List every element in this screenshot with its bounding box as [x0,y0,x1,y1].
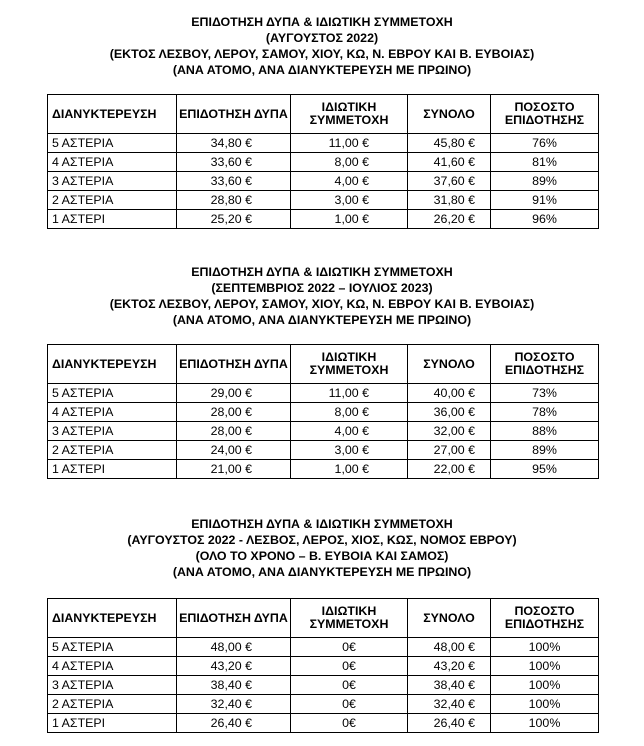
subsidy-table [47,344,599,479]
cell-dypa-subsidy: 34,80 € [177,134,291,153]
heading-line: ΕΠΙΔΟΤΗΣΗ ΔΥΠΑ & ΙΔΙΩΤΙΚΗ ΣΥΜΜΕΤΟΧΗ [191,15,453,29]
cell-total: 32,40 € [408,695,491,714]
table-header-row [48,345,599,384]
heading-line: (ΑΥΓΟΥΣΤΟΣ 2022 - ΛΕΣΒΟΣ, ΛΕΡΟΣ, ΧΙΟΣ, ΚΩΣ, ΝΟΜΟΣ ΕΒΡΟΥ) [127,533,517,547]
heading-line: (ΑΝΑ ΑΤΟΜΟ, ΑΝΑ ΔΙΑΝΥΚΤΕΡΕΥΣΗ ΜΕ ΠΡΩΙΝΟ) [172,565,472,579]
header-total: ΣΥΝΟΛΟ [408,599,491,638]
table-header-row [48,95,599,134]
cell-dypa-subsidy: 43,20 € [177,657,291,676]
cell-private-share: 8,00 € [291,153,408,172]
cell-private-share: 1,00 € [291,210,408,229]
section-heading [0,516,644,580]
cell-percent: 89% [491,172,599,191]
table-row [48,695,599,714]
table-row [48,153,599,172]
subsidy-table [47,598,599,733]
cell-dypa-subsidy: 48,00 € [177,638,291,657]
cell-percent: 100% [491,714,599,733]
header-dypa-subsidy: ΕΠΙΔΟΤΗΣΗ ΔΥΠΑ [177,599,291,638]
cell-percent: 89% [491,441,599,460]
cell-dypa-subsidy: 32,40 € [177,695,291,714]
header-night-stay: ΔΙΑΝΥΚΤΕΡΕΥΣΗ [48,95,177,134]
cell-total: 41,60 € [408,153,491,172]
cell-dypa-subsidy: 26,40 € [177,714,291,733]
cell-percent: 96% [491,210,599,229]
table-row [48,422,599,441]
heading-line: ΕΠΙΔΟΤΗΣΗ ΔΥΠΑ & ΙΔΙΩΤΙΚΗ ΣΥΜΜΕΤΟΧΗ [191,265,453,279]
header-subsidy-percent: ΠΟΣΟΣΤΟ ΕΠΙΔΟΤΗΣΗΣ [491,95,599,134]
table-row [48,210,599,229]
cell-total: 37,60 € [408,172,491,191]
cell-category: 2 ΑΣΤΕΡΙΑ [48,695,177,714]
heading-line: (ΕΚΤΟΣ ΛΕΣΒΟΥ, ΛΕΡΟΥ, ΣΑΜΟΥ, ΧΙΟΥ, ΚΩ, Ν. ΕΒΡΟΥ ΚΑΙ Β. ΕΥΒΟΙΑΣ) [109,297,535,311]
table-row [48,638,599,657]
header-subsidy-percent: ΠΟΣΟΣΤΟ ΕΠΙΔΟΤΗΣΗΣ [491,599,599,638]
cell-dypa-subsidy: 24,00 € [177,441,291,460]
cell-category: 5 ΑΣΤΕΡΙΑ [48,638,177,657]
cell-total: 31,80 € [408,191,491,210]
cell-private-share: 3,00 € [291,191,408,210]
cell-percent: 100% [491,657,599,676]
cell-category: 3 ΑΣΤΕΡΙΑ [48,676,177,695]
cell-percent: 76% [491,134,599,153]
table-row [48,384,599,403]
heading-line: (ΑΝΑ ΑΤΟΜΟ, ΑΝΑ ΔΙΑΝΥΚΤΕΡΕΥΣΗ ΜΕ ΠΡΩΙΝΟ) [172,313,472,327]
table-row [48,714,599,733]
header-private-share: ΙΔΙΩΤΙΚΗ ΣΥΜΜΕΤΟΧΗ [291,599,408,638]
cell-category: 1 ΑΣΤΕΡΙ [48,210,177,229]
section-islands-evros [0,500,644,746]
cell-private-share: 3,00 € [291,441,408,460]
cell-private-share: 11,00 € [291,134,408,153]
table-row [48,172,599,191]
header-private-share: ΙΔΙΩΤΙΚΗ ΣΥΜΜΕΤΟΧΗ [291,95,408,134]
cell-total: 45,80 € [408,134,491,153]
cell-private-share: 8,00 € [291,403,408,422]
cell-percent: 100% [491,676,599,695]
table-row [48,403,599,422]
table-row [48,191,599,210]
header-night-stay: ΔΙΑΝΥΚΤΕΡΕΥΣΗ [48,345,177,384]
cell-private-share: 1,00 € [291,460,408,479]
cell-category: 4 ΑΣΤΕΡΙΑ [48,403,177,422]
cell-dypa-subsidy: 25,20 € [177,210,291,229]
cell-dypa-subsidy: 21,00 € [177,460,291,479]
heading-line: (ΕΚΤΟΣ ΛΕΣΒΟΥ, ΛΕΡΟΥ, ΣΑΜΟΥ, ΧΙΟΥ, ΚΩ, Ν. ΕΒΡΟΥ ΚΑΙ Β. ΕΥΒΟΙΑΣ) [109,47,535,61]
section-august-2022 [0,0,644,240]
cell-percent: 88% [491,422,599,441]
cell-percent: 81% [491,153,599,172]
cell-percent: 100% [491,638,599,657]
cell-total: 48,00 € [408,638,491,657]
section-sept-2022-july-2023 [0,250,644,490]
cell-category: 5 ΑΣΤΕΡΙΑ [48,134,177,153]
cell-category: 4 ΑΣΤΕΡΙΑ [48,153,177,172]
cell-total: 26,20 € [408,210,491,229]
cell-category: 1 ΑΣΤΕΡΙ [48,460,177,479]
cell-category: 3 ΑΣΤΕΡΙΑ [48,422,177,441]
cell-total: 40,00 € [408,384,491,403]
cell-category: 3 ΑΣΤΕΡΙΑ [48,172,177,191]
cell-total: 38,40 € [408,676,491,695]
table-row [48,441,599,460]
cell-percent: 73% [491,384,599,403]
cell-total: 22,00 € [408,460,491,479]
cell-private-share: 0€ [291,638,408,657]
cell-percent: 91% [491,191,599,210]
subsidy-table [47,94,599,229]
section-heading [0,264,644,328]
cell-private-share: 0€ [291,657,408,676]
cell-private-share: 0€ [291,695,408,714]
cell-category: 1 ΑΣΤΕΡΙ [48,714,177,733]
header-dypa-subsidy: ΕΠΙΔΟΤΗΣΗ ΔΥΠΑ [177,345,291,384]
cell-dypa-subsidy: 29,00 € [177,384,291,403]
section-heading [0,14,644,78]
cell-dypa-subsidy: 38,40 € [177,676,291,695]
table-header-row [48,599,599,638]
header-private-share: ΙΔΙΩΤΙΚΗ ΣΥΜΜΕΤΟΧΗ [291,345,408,384]
cell-percent: 100% [491,695,599,714]
cell-total: 32,00 € [408,422,491,441]
table-row [48,657,599,676]
cell-category: 5 ΑΣΤΕΡΙΑ [48,384,177,403]
cell-private-share: 4,00 € [291,422,408,441]
cell-total: 36,00 € [408,403,491,422]
heading-line: ΕΠΙΔΟΤΗΣΗ ΔΥΠΑ & ΙΔΙΩΤΙΚΗ ΣΥΜΜΕΤΟΧΗ [191,517,453,531]
cell-category: 2 ΑΣΤΕΡΙΑ [48,191,177,210]
cell-total: 27,00 € [408,441,491,460]
cell-dypa-subsidy: 28,00 € [177,422,291,441]
cell-private-share: 0€ [291,676,408,695]
cell-category: 2 ΑΣΤΕΡΙΑ [48,441,177,460]
cell-percent: 95% [491,460,599,479]
cell-private-share: 4,00 € [291,172,408,191]
header-subsidy-percent: ΠΟΣΟΣΤΟ ΕΠΙΔΟΤΗΣΗΣ [491,345,599,384]
heading-line: (ΑΥΓΟΥΣΤΟΣ 2022) [265,31,379,45]
header-dypa-subsidy: ΕΠΙΔΟΤΗΣΗ ΔΥΠΑ [177,95,291,134]
table-row [48,676,599,695]
cell-dypa-subsidy: 33,60 € [177,172,291,191]
cell-private-share: 11,00 € [291,384,408,403]
header-total: ΣΥΝΟΛΟ [408,95,491,134]
header-total: ΣΥΝΟΛΟ [408,345,491,384]
cell-percent: 78% [491,403,599,422]
cell-dypa-subsidy: 28,00 € [177,403,291,422]
header-night-stay: ΔΙΑΝΥΚΤΕΡΕΥΣΗ [48,599,177,638]
cell-private-share: 0€ [291,714,408,733]
cell-total: 43,20 € [408,657,491,676]
cell-dypa-subsidy: 33,60 € [177,153,291,172]
cell-category: 4 ΑΣΤΕΡΙΑ [48,657,177,676]
table-row [48,460,599,479]
heading-line: (ΣΕΠΤΕΜΒΡΙΟΣ 2022 – ΙΟΥΛΙΟΣ 2023) [211,281,433,295]
cell-dypa-subsidy: 28,80 € [177,191,291,210]
heading-line: (ΑΝΑ ΑΤΟΜΟ, ΑΝΑ ΔΙΑΝΥΚΤΕΡΕΥΣΗ ΜΕ ΠΡΩΙΝΟ) [172,63,472,77]
cell-total: 26,40 € [408,714,491,733]
table-row [48,134,599,153]
heading-line: (ΟΛΟ ΤΟ ΧΡΟΝΟ – Β. ΕΥΒΟΙΑ ΚΑΙ ΣΑΜΟΣ) [195,549,449,563]
